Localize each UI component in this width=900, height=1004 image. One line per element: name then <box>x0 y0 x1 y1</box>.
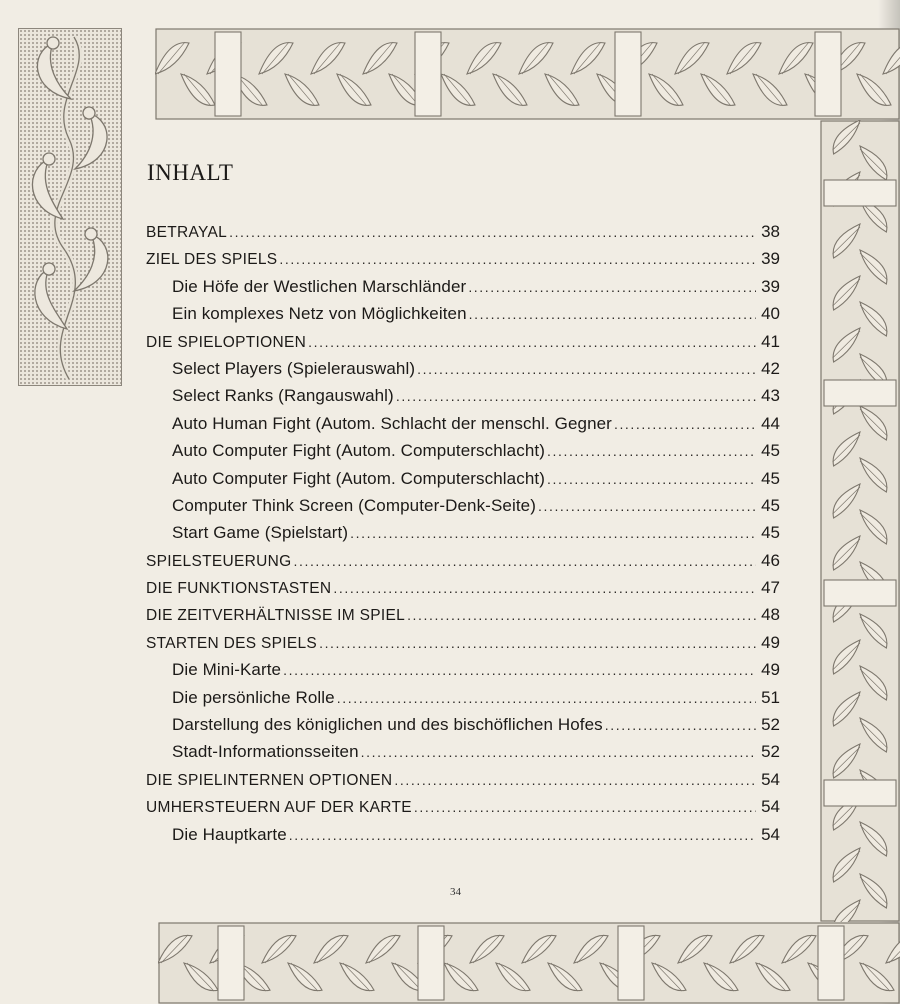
toc-entry <box>146 688 780 715</box>
dot-leader <box>229 224 756 240</box>
bottom-leaf-border <box>158 922 900 1004</box>
dot-leader <box>289 827 756 843</box>
toc-entry <box>146 496 780 523</box>
dot-leader <box>468 279 756 295</box>
toc-entry-page: 42 <box>761 358 780 378</box>
toc-entry-title: Select Ranks (Rangauswahl) <box>172 386 394 406</box>
dot-leader <box>319 635 756 651</box>
dot-leader <box>350 525 756 541</box>
toc-entry-page: 49 <box>761 660 780 680</box>
toc-entry-title: DIE SPIELOPTIONEN <box>146 333 307 351</box>
leaf-garland-bottom-icon <box>158 922 900 1004</box>
dot-leader <box>407 607 756 623</box>
page-number: 34 <box>450 886 461 898</box>
toc-entry-title: DIE FUNKTIONSTASTEN <box>146 580 332 598</box>
toc-entry <box>146 825 780 852</box>
dot-leader <box>396 388 756 404</box>
toc-entry <box>146 605 780 632</box>
toc-entry-title: Die Hauptkarte <box>172 824 287 844</box>
toc-entry-page: 49 <box>761 632 780 652</box>
toc-entry-page: 38 <box>761 222 780 241</box>
toc-entry-page: 45 <box>761 495 780 515</box>
toc-entry <box>146 469 780 496</box>
toc-entry-title: BETRAYAL <box>146 224 228 241</box>
dot-leader <box>293 553 756 569</box>
dot-leader <box>333 580 756 596</box>
toc-entry-title: Select Players (Spielerauswahl) <box>172 358 416 378</box>
dot-leader <box>337 690 756 706</box>
toc-entry-title: Auto Computer Fight (Autom. Computerschlacht) <box>172 468 545 488</box>
dot-leader <box>547 443 756 459</box>
dot-leader <box>308 334 756 350</box>
toc-entry-title: ZIEL DES SPIELS <box>146 251 278 269</box>
top-leaf-border <box>155 28 900 120</box>
toc-entry-page: 43 <box>761 386 780 406</box>
toc-entry-page: 54 <box>761 824 780 844</box>
toc-entry-page: 52 <box>761 715 780 735</box>
toc-entry <box>146 414 780 441</box>
toc-entry <box>146 332 780 359</box>
toc-entry-title: Darstellung des königlichen und des bischöflichen Hofes <box>172 715 603 735</box>
toc-entry-page: 51 <box>761 687 780 707</box>
toc-entry <box>146 249 780 276</box>
dot-leader <box>361 744 756 760</box>
dot-leader <box>614 416 756 432</box>
toc-entry-title: Die persönliche Rolle <box>172 687 335 707</box>
toc-entry-page: 45 <box>761 468 780 488</box>
toc-entry <box>146 386 780 413</box>
toc-entry <box>146 578 780 605</box>
toc-entry-page: 44 <box>761 413 780 433</box>
toc-entry <box>146 441 780 468</box>
toc-entry-title: Auto Human Fight (Autom. Schlacht der menschl. Gegner <box>172 413 612 433</box>
dot-leader <box>469 306 756 322</box>
dot-leader <box>394 772 756 788</box>
toc-entry <box>146 551 780 578</box>
toc-entry-page: 45 <box>761 441 780 461</box>
right-leaf-border <box>820 120 900 922</box>
toc-entry <box>146 660 780 687</box>
dot-leader <box>283 662 756 678</box>
acanthus-scroll-icon <box>19 29 121 385</box>
toc-entry-page: 54 <box>761 769 780 789</box>
toc-entry-title: Die Mini-Karte <box>172 660 282 680</box>
toc-entry-title: STARTEN DES SPIELS <box>146 634 318 652</box>
toc-entry <box>146 715 780 742</box>
toc-entry <box>146 222 780 249</box>
toc-entry-page: 54 <box>761 797 780 817</box>
toc-entry-page: 40 <box>761 304 780 324</box>
dot-leader <box>279 251 756 267</box>
toc-entry-page: 39 <box>761 276 780 296</box>
toc-entry-page: 41 <box>761 331 780 351</box>
toc-entry-title: Stadt-Informationsseiten <box>172 742 359 762</box>
toc-entry-title: Auto Computer Fight (Autom. Computerschlacht) <box>172 441 545 461</box>
toc-entry <box>146 742 780 769</box>
toc-entry <box>146 359 780 386</box>
dot-leader <box>417 361 756 377</box>
toc-entry-title: Die Höfe der Westlichen Marschländer <box>172 276 467 296</box>
page-title: INHALT <box>147 160 234 185</box>
toc-entry <box>146 797 780 824</box>
dot-leader <box>605 717 756 733</box>
toc-entry <box>146 277 780 304</box>
toc-entry-title: Start Game (Spielstart) <box>172 523 349 543</box>
toc-entry-title: DIE SPIELINTERNEN OPTIONEN <box>146 771 393 789</box>
dot-leader <box>538 498 756 514</box>
table-of-contents <box>146 222 780 852</box>
toc-entry-page: 48 <box>761 605 780 625</box>
toc-entry-page: 47 <box>761 578 780 598</box>
toc-entry <box>146 523 780 550</box>
toc-entry-title: SPIELSTEUERUNG <box>146 552 292 570</box>
toc-entry-title: DIE ZEITVERHÄLTNISSE IM SPIEL <box>146 607 406 625</box>
acanthus-corner-panel <box>18 28 122 386</box>
toc-entry-page: 46 <box>761 550 780 570</box>
toc-entry-page: 39 <box>761 249 780 269</box>
toc-entry <box>146 770 780 797</box>
leaf-garland-right-icon <box>820 120 900 922</box>
toc-entry <box>146 304 780 331</box>
toc-entry-title: Ein komplexes Netz von Möglichkeiten <box>172 304 467 324</box>
dot-leader <box>414 799 756 815</box>
toc-entry-title: UMHERSTEUERN AUF DER KARTE <box>146 799 412 817</box>
dot-leader <box>547 471 756 487</box>
leaf-garland-top-icon <box>155 28 900 120</box>
toc-entry <box>146 633 780 660</box>
toc-entry-page: 52 <box>761 742 780 762</box>
toc-entry-title: Computer Think Screen (Computer-Denk-Seite) <box>172 495 536 515</box>
toc-entry-page: 45 <box>761 523 780 543</box>
